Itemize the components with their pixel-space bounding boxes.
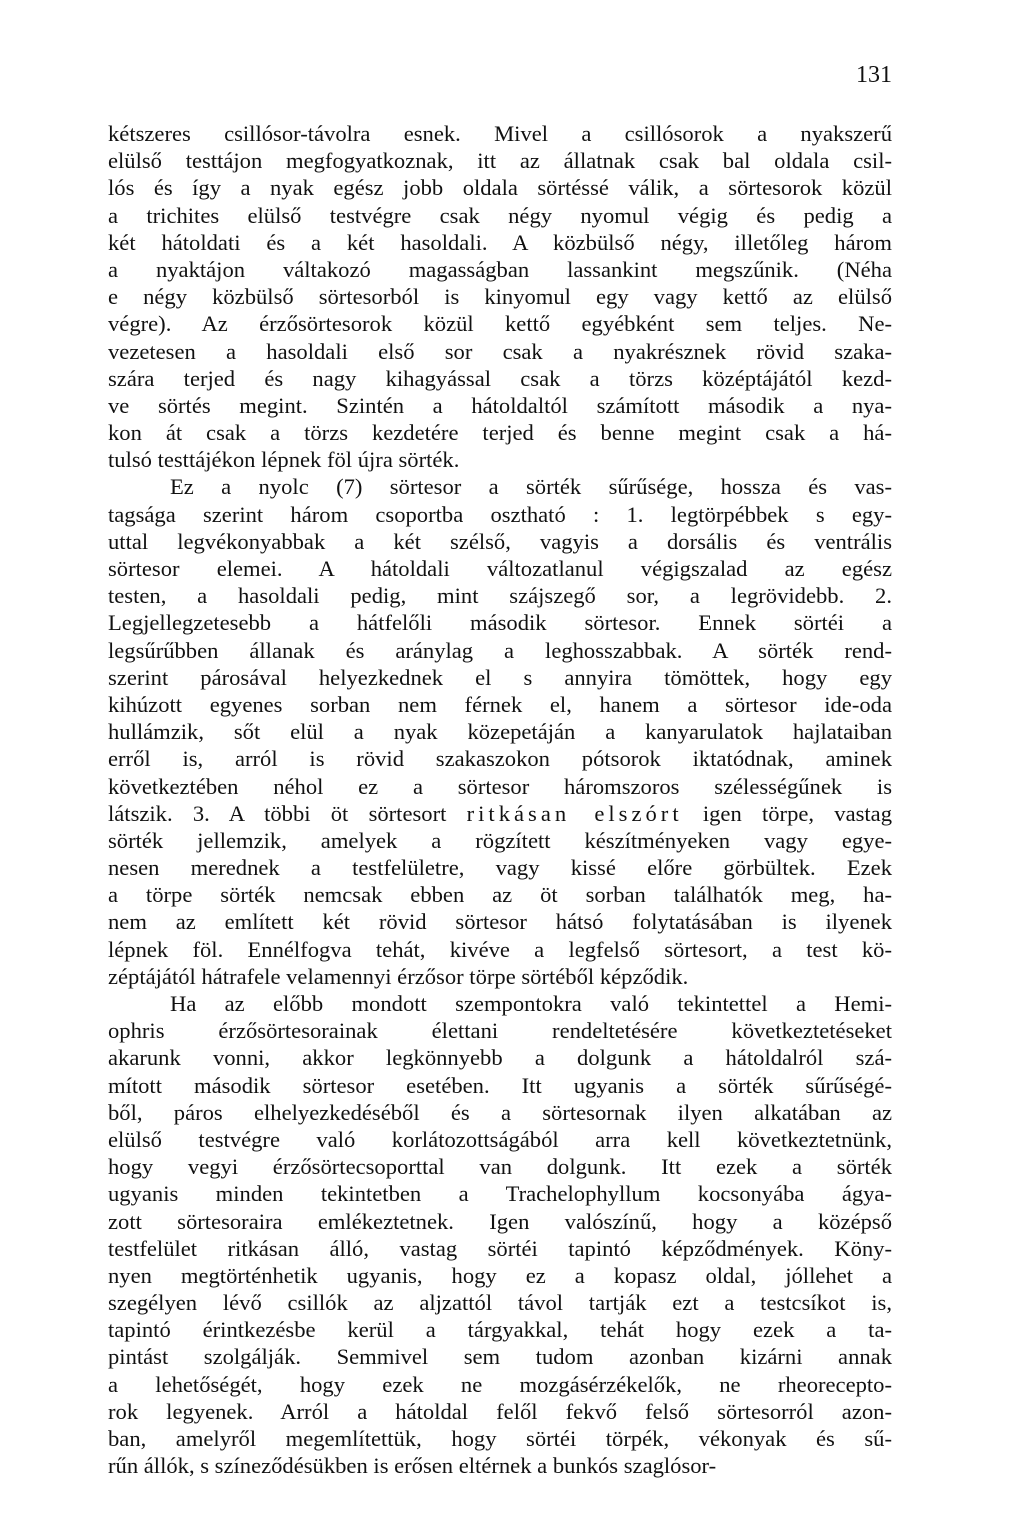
text-line: sörtesor elemei. A hátoldali változatlanul végigszalad az egész	[108, 556, 892, 581]
spaced-emphasis: ritkásan elszórt	[466, 800, 683, 826]
text-line: a trichites elülső testvégre csak négy nyomul végig és pedig a	[108, 202, 892, 228]
text-line: ugyanis minden tekintetben a Trachelophyllum kocsonyába ágya-	[108, 1181, 892, 1207]
text-run: igen törpe, vastag	[682, 800, 892, 826]
text-line: végre). Az érzősörtesorok közül kettő egyébként sem teljes. Ne-	[108, 311, 892, 337]
paragraph	[108, 120, 892, 473]
text-line: ve sörtés megint. Szintén a hátoldaltól számított második a nya-	[108, 392, 892, 418]
text-line: elülső testtájon megfogyatkoznak, itt az állatnak csak bal oldala csil-	[108, 148, 892, 174]
text-line: nem az említett két rövid sörtesor hátsó folytatásában is ilyenek	[108, 909, 892, 935]
text-line: ből, páros elhelyezkedéséből és a sörtesornak ilyen alkatában az	[108, 1099, 892, 1125]
text-line: mított második sörtesor esetében. Itt ugyanis a sörték sűrűségé-	[108, 1072, 892, 1098]
text-line: a törpe sörték nemcsak ebben az öt sorban találhatók meg, ha-	[108, 882, 892, 908]
text-line: Ha az előbb mondott szempontokra való tekintettel a Hemi-	[170, 991, 892, 1016]
text-line: testfelület ritkásan álló, vastag sörtéi tapintó képződmények. Köny-	[108, 1235, 892, 1261]
text-line: szegélyen lévő csillók az aljzattól távol tartják ezt a testcsíkot is,	[108, 1290, 892, 1316]
paragraph	[108, 990, 892, 1479]
text-line: uttal legvékonyabbak a két szélső, vagyis a dorsális és ventrális	[108, 528, 892, 554]
text-line: rűn állók, s színeződésükben is erősen eltérnek a bunkós szaglósor-	[108, 1453, 717, 1479]
text-line: Ez a nyolc (7) sörtesor a sörték sűrűsége, hossza és vas-	[170, 474, 892, 500]
text-line: kon át csak a törzs kezdetére terjed és benne megint csak a há-	[108, 420, 892, 446]
body-text	[108, 120, 892, 1479]
text-line: hullámzik, sőt elül a nyak közepetáján a kanyarulatok hajlataiban	[108, 719, 892, 745]
text-line: tulsó testtájékon lépnek föl újra sörték.	[108, 447, 460, 473]
text-line: nyen megtörténhetik ugyanis, hogy ez a kopasz oldal, jóllehet a	[108, 1262, 892, 1288]
text-line: lépnek föl. Ennélfogva tehát, kivéve a legfelső sörtesort, a test kö-	[108, 936, 892, 962]
text-line: szára terjed és nagy kihagyással csak a törzs középtájától kezd-	[108, 365, 892, 391]
text-line: erről is, arról is rövid szakaszokon pótsorok iktatódnak, aminek	[108, 746, 892, 772]
text-line: sörték jellemzik, amelyek a rögzített készítményeken vagy egye-	[108, 827, 892, 853]
text-line: akarunk vonni, akkor legkönnyebb a dolgunk a hátoldalról szá-	[108, 1045, 892, 1071]
page-number: 131	[856, 62, 892, 88]
text-line: pintást szolgálják. Semmivel sem tudom azonban kizárni annak	[108, 1344, 892, 1370]
text-line: ophris érzősörtesorainak élettani rendeltetésére következtetéseket	[108, 1018, 892, 1044]
text-line: nesen merednek a testfelületre, vagy kissé előre görbültek. Ezek	[108, 855, 892, 881]
text-line: következtében néhol ez a sörtesor háromszoros szélességűnek is	[108, 773, 892, 799]
text-line: két hátoldati és a két hasoldali. A közbülső négy, illetőleg három	[108, 229, 892, 255]
text-line: vezetesen a hasoldali első sor csak a nyakrésznek rövid szaka-	[108, 338, 892, 364]
text-line: ban, amelyről megemlítettük, hogy sörtéi törpék, vékonyak és sű-	[108, 1426, 892, 1451]
text-line: e négy közbülső sörtesorból is kinyomul egy vagy kettő az elülső	[108, 284, 892, 310]
text-line: elülső testvégre való korlátozottságából arra kell következtetnünk,	[108, 1126, 892, 1152]
text-line: a nyaktájon váltakozó magasságban lassankint megszűnik. (Néha	[108, 256, 892, 282]
text-run: látszik. 3. A többi öt sörtesort	[108, 800, 467, 826]
text-line: testen, a hasoldali pedig, mint szájszegő sor, a legrövidebb. 2.	[108, 583, 892, 609]
text-line: hogy vegyi érzősörtecsoporttal van dolgunk. Itt ezek a sörték	[108, 1154, 892, 1180]
text-line: zott sörtesoraira emlékeztetnek. Igen valószínű, hogy a középső	[108, 1208, 892, 1234]
text-line: kétszeres csillósor-távolra esnek. Mivel a csillósorok a nyakszerű	[108, 121, 892, 146]
paragraph	[108, 473, 892, 990]
text-line: Legjellegzetesebb a hátfelőli második sörtesor. Ennek sörtéi a	[108, 610, 892, 636]
text-line: rok legyenek. Arról a hátoldal felől fekvő felső sörtesorról azon-	[108, 1398, 892, 1424]
text-line: a lehetőségét, hogy ezek ne mozgásérzékelők, ne rheoreceptо-	[108, 1371, 892, 1397]
text-line: lós és így a nyak egész jobb oldala sörtéssé válik, a sörtesorok közül	[108, 175, 892, 201]
text-line: legsűrűbben állanak és aránylag a leghosszabbak. A sörték rend-	[108, 637, 892, 663]
text-line: kihúzott egyenes sorban nem férnek el, hanem a sörtesor ide-oda	[108, 691, 892, 717]
text-line: zéptájától hátrafele velamennyi érzősor törpe sörtéből képződik.	[108, 963, 689, 989]
text-line: tapintó érintkezésbe kerül a tárgyakkal, tehát hogy ezek a ta-	[108, 1317, 892, 1343]
text-line: tagsága szerint három csoportba osztható : 1. legtörpébbek s egy-	[108, 501, 892, 527]
text-line	[108, 800, 892, 827]
text-line: szerint párosával helyezkednek el s annyira tömöttek, hogy egy	[108, 664, 892, 690]
